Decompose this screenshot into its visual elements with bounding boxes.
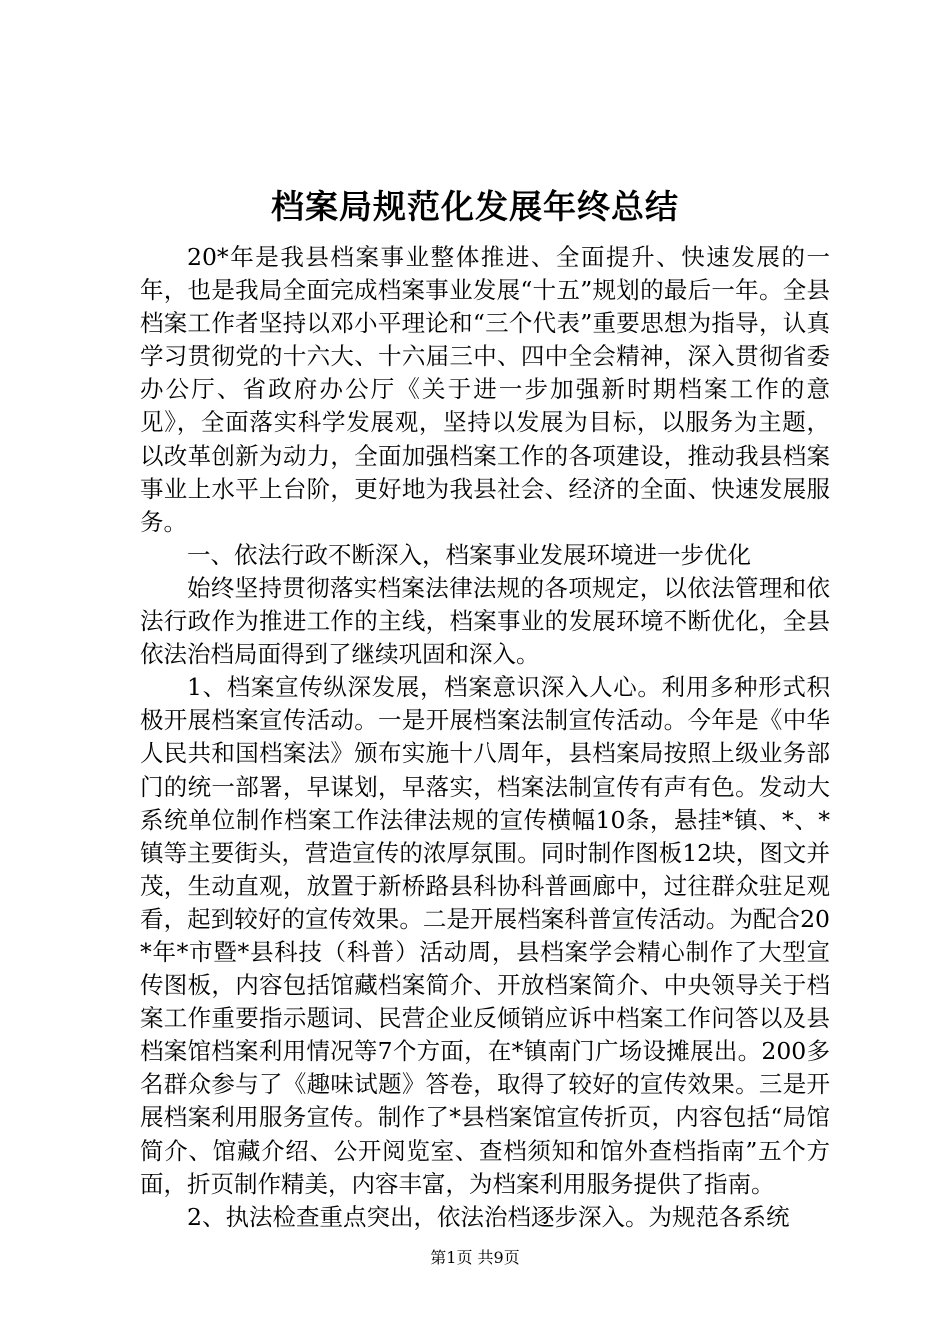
paragraph-item-2: 2、执法检查重点突出，依法治档逐步深入。为规范各系统 <box>187 1202 790 1231</box>
section-heading-1: 一、依法行政不断深入，档案事业发展环境进一步优化 <box>187 540 751 569</box>
document-body <box>140 241 830 1234</box>
paragraph-item-1: 1、档案宣传纵深发展，档案意识深入人心。利用多种形式积极开展档案宣传活动。一是开展档案法制宣传活动。今年是《中华人民共和国档案法》颁布实施十八周年，县档案局按照上级业务部门的统一部署，早谋划，早落实，档案法制宣传有声有色。发动大系统单位制作档案工作法律法规的宣传横幅10条，悬挂*镇、*、*镇等主要街头，营造宣传的浓厚氛围。同时制作图板12块，图文并茂，生动直观，放置于新桥路县科协科普画廊中，过往群众驻足观看，起到较好的宣传效果。二是开展档案科普宣传活动。为配合20*年*市暨*县科技（科普）活动周，县档案学会精心制作了大型宣传图板，内容包括馆藏档案简介、开放档案简介、中央领导关于档案工作重要指示题词、民营企业反倾销应诉中档案工作问答以及县档案馆档案利用情况等7个方面，在*镇南门广场设摊展出。200多名群众参与了《趣味试题》答卷，取得了较好的宣传效果。三是开展档案利用服务宣传。制作了*县档案馆宣传折页，内容包括“局馆简介、馆藏介绍、公开阅览室、查档须知和馆外查档指南”五个方面，折页制作精美，内容丰富，为档案利用服务提供了指南。 <box>140 673 830 1198</box>
page-number-footer: 第1页 共9页 <box>430 1248 520 1267</box>
paragraph-section-1-intro: 始终坚持贯彻落实档案法律法规的各项规定，以依法管理和依法行政作为推进工作的主线，档案事业的发展环境不断优化，全县依法治档局面得到了继续巩固和深入。 <box>140 573 830 669</box>
paragraph-intro: 20*年是我县档案事业整体推进、全面提升、快速发展的一年，也是我局全面完成档案事业发展“十五”规划的最后一年。全县档案工作者坚持以邓小平理论和“三个代表”重要思想为指导，认真学习贯彻党的十六大、十六届三中、四中全会精神，深入贯彻省委办公厅、省政府办公厅《关于进一步加强新时期档案工作的意见》，全面落实科学发展观，坚持以发展为目标，以服务为主题，以改革创新为动力，全面加强档案工作的各项建设，推动我县档案事业上水平上台阶，更好地为我县社会、经济的全面、快速发展服务。 <box>140 243 830 536</box>
document-title: 档案局规范化发展年终总结 <box>271 187 679 226</box>
